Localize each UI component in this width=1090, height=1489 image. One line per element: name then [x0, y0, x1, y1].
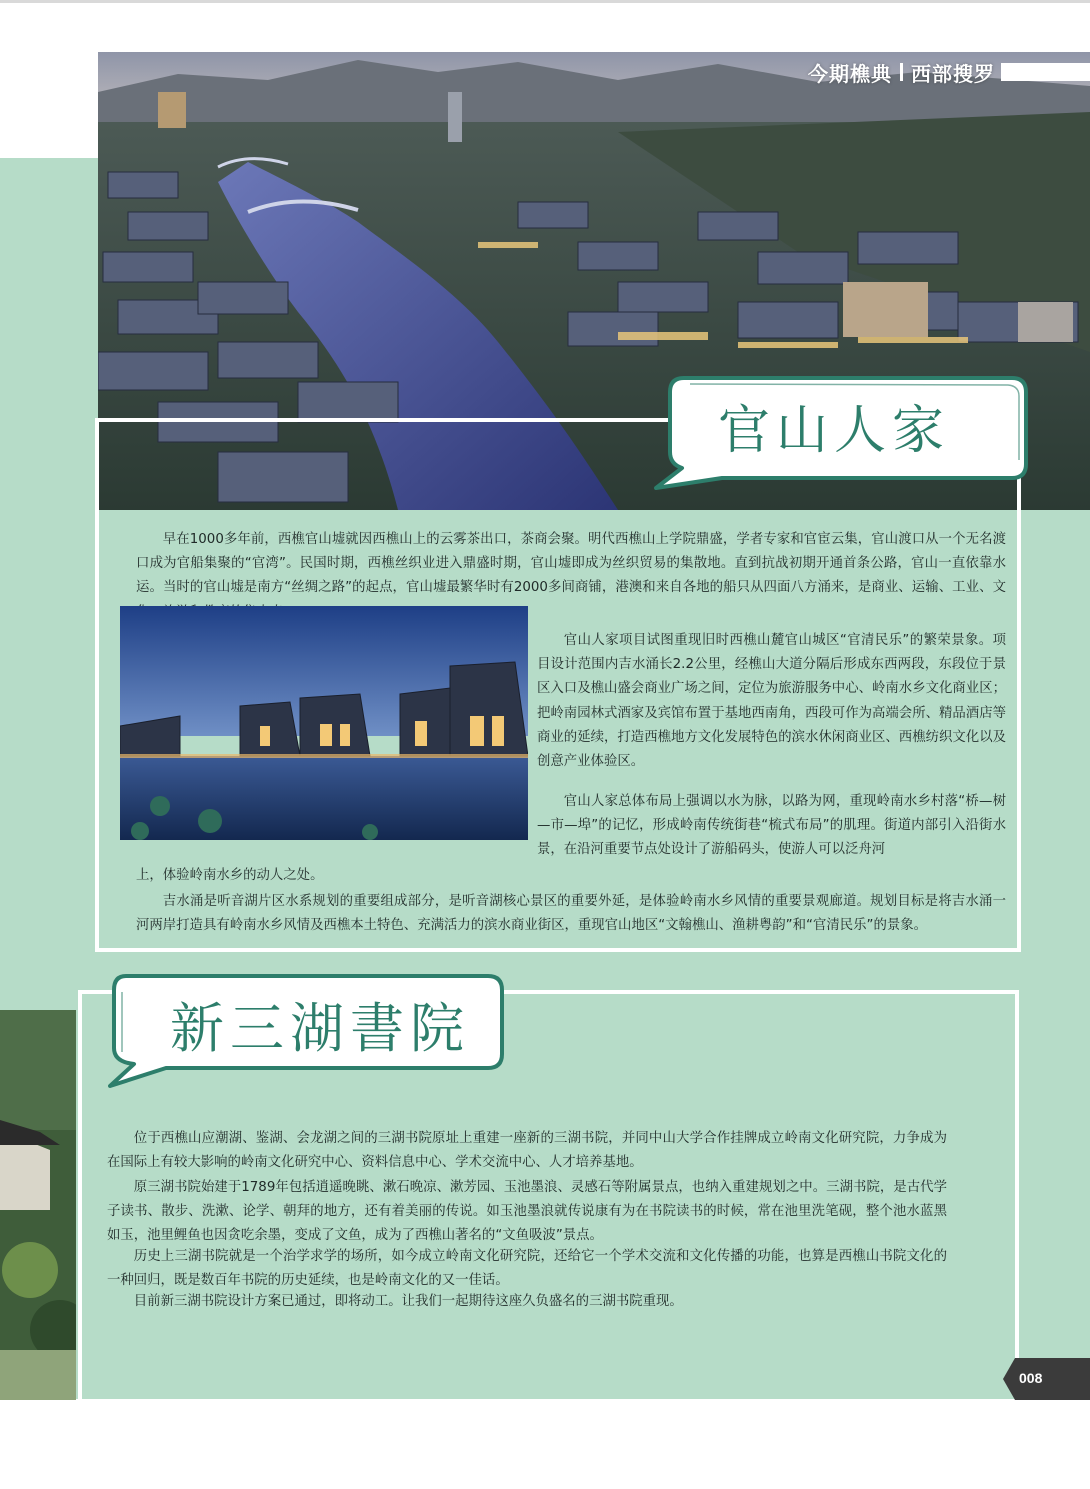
article2-title: 新三湖書院: [170, 997, 470, 1060]
top-rule: [0, 0, 1090, 3]
subsection-label: 西部搜罗: [911, 61, 995, 86]
header-bar: [1001, 63, 1090, 81]
page-number: 008: [1019, 1370, 1043, 1386]
page-number-tab: [1003, 1358, 1090, 1400]
article1-title: 官山人家: [718, 401, 951, 461]
article2-paragraph-1: 位于西樵山应潮湖、鉴湖、会龙湖之间的三湖书院原址上重建一座新的三湖书院，并同中山大学合作挂牌成立岭南文化研究院，力争成为在国际上有较大影响的岭南文化研究中心、资料信息中心、学术交流中心、人才培养基地。: [107, 1131, 947, 1170]
article2-paragraph-2: 原三湖书院始建于1789年包括逍遥晚眺、漱石晚凉、漱芳园、玉池墨浪、灵感石等附属景点，也纳入重建规划之中。三湖书院，是古代学子读书、散步、洗漱、论学、朝拜的地方，还有着美丽的传说。如玉池墨浪就传说康有为在书院读书的时候，常在池里洗笔砚，整个池水蓝黑如玉，池里鲤鱼也因贪吃余墨，变成了文鱼，成为了西樵山著名的“文鱼吸波”景点。: [107, 1180, 947, 1243]
left-edge-photo: [0, 1010, 76, 1400]
article1-paragraph-3-cont: 上，体验岭南水乡的动人之处。: [136, 868, 324, 883]
article1-paragraph-1: 早在1000多年前，西樵官山墟就因西樵山上的云雾茶出口，茶商会聚。明代西樵山上学院鼎盛，学者专家和官宦云集，官山渡口从一个无名渡口成为官船集聚的“官湾”。民国时期，西樵丝织业进入鼎盛时期，官山墟即成为丝织贸易的集散地。直到抗战初期开通首条公路，官山一直依靠水运。当时的官山墟是南方“丝绸之路”的起点，官山墟最繁华时有2000多间商铺，港澳和来自各地的船只从四面八方涌来，是商业、运输、工业、文: [136, 532, 1006, 596]
waterfront-night-photo: [120, 606, 528, 840]
section-header: [808, 58, 1090, 86]
article2-paragraph-4: 目前新三湖书院设计方案已通过，即将动工。让我们一起期待这座久负盛名的三湖书院重现。: [133, 1294, 683, 1309]
article1-paragraph-3: 官山人家总体布局上强调以水为脉，以路为网，重现岭南水乡村落“桥—树—市—埠”的记忆，形成岭南传统街巷“梳式布局”的肌理。街道内部引入沿街水景，在沿河重要节点处设计了游船码头，使游人可以泛舟河: [537, 794, 1006, 858]
article1-paragraph-2: 官山人家项目试图重现旧时西樵山麓官山城区“官清民乐”的繁荣景象。项目设计范围内吉水涌长2.2公里，经樵山大道分隔后形成东西两段，东段位于景区入口及樵山盛会商业广场之间，定位为旅游服务中心、岭南水乡文化商业区；把岭南园林式酒家及宾馆布置于基地西南角，西段可作为高端会所、精品酒店等商业的延续，打造西樵地方文化发展特色的滨水休闲商业区、西樵纺织文化以及创意产业体验区。: [537, 633, 1006, 770]
article1-paragraph-4: 吉水涌是听音湖片区水系规划的重要组成部分，是听音湖核心景区的重要外延，是体验岭南水乡风情的重要景观廊道。规划目标是将吉水涌一河两岸打造具有岭南水乡风情及西樵本土特色、充满活力的滨水商业街区，重现官山地区“文翰樵山、渔耕粤韵”和“官清民乐”的景象。: [136, 894, 1006, 934]
section-label: 今期樵典: [808, 61, 892, 86]
header-divider: [900, 63, 903, 81]
article2-paragraph-3: 历史上三湖书院就是一个治学求学的场所，如今成立岭南文化研究院，还给它一个学术交流和文化传播的功能，也算是西樵山书院文化的一种回归，既是数百年书院的历史延续，也是岭南文化的又一佳话。: [107, 1249, 947, 1288]
